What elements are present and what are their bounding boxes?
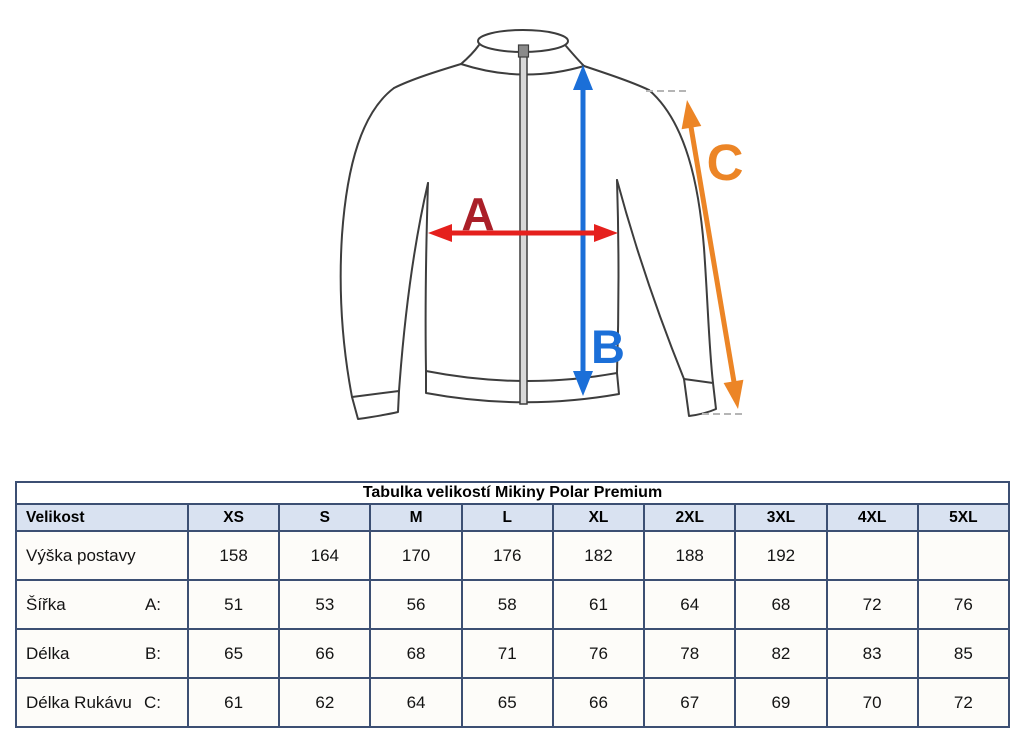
left-sleeve-outer xyxy=(341,88,394,397)
size-value-cell: 192 xyxy=(735,531,826,580)
size-value-cell: 66 xyxy=(553,678,644,727)
size-value-cell: 67 xyxy=(644,678,735,727)
size-value-cell: 66 xyxy=(279,629,370,678)
right-sleeve-inner xyxy=(617,180,684,379)
measurement-row xyxy=(16,629,1009,678)
measurement-label-cell xyxy=(16,629,188,678)
arrow-a-head-left xyxy=(428,224,452,242)
size-value-cell: 64 xyxy=(644,580,735,629)
size-value-cell: 85 xyxy=(918,629,1009,678)
measurement-letter: C: xyxy=(144,692,161,712)
size-value-cell: 72 xyxy=(827,580,918,629)
zipper xyxy=(520,52,527,404)
size-value-cell: 71 xyxy=(462,629,553,678)
size-table-corner-header: Velikost xyxy=(16,504,188,531)
size-value-cell: 62 xyxy=(279,678,370,727)
size-column-header: XL xyxy=(553,504,644,531)
right-cuff xyxy=(684,379,716,416)
zipper-pull xyxy=(519,45,529,57)
size-value-cell: 164 xyxy=(279,531,370,580)
size-value-cell: 68 xyxy=(735,580,826,629)
size-column-header: L xyxy=(462,504,553,531)
size-value-cell: 58 xyxy=(462,580,553,629)
measurement-name: Šířka xyxy=(26,594,66,614)
size-column-header: 2XL xyxy=(644,504,735,531)
size-value-cell: 83 xyxy=(827,629,918,678)
size-value-cell: 76 xyxy=(553,629,644,678)
measurement-label-cell xyxy=(16,678,188,727)
size-value-cell: 158 xyxy=(188,531,279,580)
arrow-c-head-bottom xyxy=(724,380,744,409)
left-shoulder xyxy=(394,64,461,88)
arrow-a-head-right xyxy=(594,224,618,242)
measurement-name: Délka xyxy=(26,643,70,663)
table-header-row xyxy=(16,504,1009,531)
right-sleeve-outer xyxy=(649,90,713,383)
measure-label-a: A xyxy=(461,188,495,240)
measurement-name: Výška postavy xyxy=(26,545,136,565)
measurement-row xyxy=(16,678,1009,727)
measurement-label-cell xyxy=(16,531,188,580)
size-value-cell: 176 xyxy=(462,531,553,580)
measurement-letter: A: xyxy=(144,594,161,614)
arrow-c-head-top xyxy=(682,100,702,129)
size-value-cell: 78 xyxy=(644,629,735,678)
size-column-header: 5XL xyxy=(918,504,1009,531)
size-value-cell: 61 xyxy=(188,678,279,727)
size-value-cell: 76 xyxy=(918,580,1009,629)
size-value-cell: 170 xyxy=(370,531,461,580)
size-column-header: 4XL xyxy=(827,504,918,531)
size-value-cell: 70 xyxy=(827,678,918,727)
left-cuff xyxy=(352,391,399,419)
size-value-cell: 68 xyxy=(370,629,461,678)
right-shoulder xyxy=(584,66,649,90)
collar-right-edge xyxy=(566,46,584,66)
measurement-letter: B: xyxy=(144,643,161,663)
size-value-cell xyxy=(827,531,918,580)
size-value-cell: 82 xyxy=(735,629,826,678)
size-value-cell: 72 xyxy=(918,678,1009,727)
measure-label-c: C xyxy=(706,134,744,191)
measurement-row xyxy=(16,580,1009,629)
left-sleeve-inner xyxy=(399,183,428,391)
collar-left-edge xyxy=(461,45,479,64)
size-column-header: M xyxy=(370,504,461,531)
size-column-header: XS xyxy=(188,504,279,531)
size-value-cell: 56 xyxy=(370,580,461,629)
size-value-cell: 64 xyxy=(370,678,461,727)
size-value-cell: 188 xyxy=(644,531,735,580)
size-table xyxy=(15,481,1010,728)
measure-arrow-c xyxy=(682,100,744,409)
size-value-cell: 53 xyxy=(279,580,370,629)
size-column-header: S xyxy=(279,504,370,531)
size-value-cell: 69 xyxy=(735,678,826,727)
size-column-header: 3XL xyxy=(735,504,826,531)
size-value-cell: 65 xyxy=(188,629,279,678)
size-value-cell: 51 xyxy=(188,580,279,629)
measurement-label-cell xyxy=(16,580,188,629)
left-body-side xyxy=(426,183,428,371)
size-value-cell xyxy=(918,531,1009,580)
size-value-cell: 61 xyxy=(553,580,644,629)
size-value-cell: 182 xyxy=(553,531,644,580)
measurement-row xyxy=(16,531,1009,580)
measurement-name: Délka Rukávu xyxy=(26,692,132,712)
table-title-row xyxy=(16,482,1009,504)
jacket-drawing xyxy=(341,30,716,419)
measure-label-b: B xyxy=(591,320,625,373)
size-value-cell: 65 xyxy=(462,678,553,727)
table-title: Tabulka velikostí Mikiny Polar Premium xyxy=(16,482,1009,504)
